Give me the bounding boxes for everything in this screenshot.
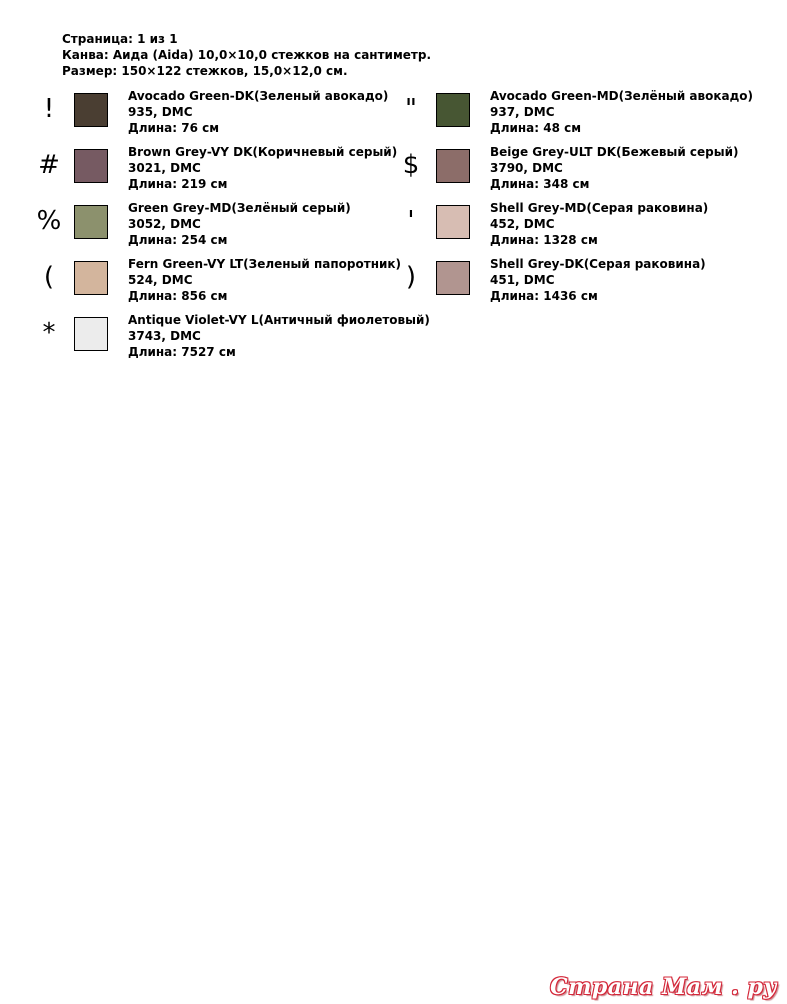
stitch-symbol: *: [42, 318, 56, 348]
thread-name: Beige Grey-ULT DK(Бежевый серый): [490, 145, 739, 159]
stitch-symbol: ": [405, 94, 417, 124]
thread-info: [490, 200, 708, 248]
thread-info: [490, 88, 753, 136]
stitch-symbol: $: [402, 150, 420, 180]
thread-info: [128, 88, 388, 136]
color-swatch: [74, 205, 108, 239]
stitch-symbol: ': [407, 206, 415, 236]
legend-entry: [398, 257, 787, 313]
legend-entry: [36, 257, 426, 313]
legend-entry: [398, 145, 787, 201]
stitch-symbol: #: [38, 150, 60, 180]
stitch-symbol: (: [43, 262, 55, 292]
thread-code: 937, DMC: [490, 105, 555, 119]
legend-entry: [36, 89, 426, 145]
thread-info: [128, 312, 430, 360]
page-indicator: Страница: 1 из 1: [62, 32, 178, 46]
color-swatch: [74, 93, 108, 127]
color-swatch: [74, 317, 108, 351]
thread-name: Antique Violet-VY L(Античный фиолетовый): [128, 313, 430, 327]
thread-name: Avocado Green-DK(Зеленый авокадо): [128, 89, 389, 103]
thread-code: 3052, DMC: [128, 217, 201, 231]
thread-info: [490, 144, 739, 192]
color-swatch: [74, 149, 108, 183]
thread-info: [128, 200, 351, 248]
color-swatch: [74, 261, 108, 295]
thread-length: Длина: 856 см: [128, 289, 228, 303]
stitch-symbol: !: [43, 94, 55, 124]
thread-code: 3790, DMC: [490, 161, 563, 175]
thread-name: Green Grey-MD(Зелёный серый): [128, 201, 351, 215]
thread-code: 3021, DMC: [128, 161, 201, 175]
thread-length: Длина: 254 см: [128, 233, 228, 247]
thread-length: Длина: 1328 см: [490, 233, 598, 247]
site-watermark: Страна Мам . ру: [550, 974, 777, 1000]
thread-name: Shell Grey-MD(Серая раковина): [490, 201, 709, 215]
thread-name: Fern Green-VY LT(Зеленый папоротник): [128, 257, 402, 271]
color-swatch: [436, 261, 470, 295]
thread-length: Длина: 348 см: [490, 177, 590, 191]
thread-length: Длина: 1436 см: [490, 289, 598, 303]
thread-code: 451, DMC: [490, 273, 555, 287]
thread-code: 524, DMC: [128, 273, 193, 287]
thread-info: [128, 144, 397, 192]
thread-length: Длина: 219 см: [128, 177, 228, 191]
legend-entry: [398, 89, 787, 145]
thread-name: Brown Grey-VY DK(Коричневый серый): [128, 145, 398, 159]
thread-name: Avocado Green-MD(Зелёный авокадо): [490, 89, 754, 103]
thread-name: Shell Grey-DK(Серая раковина): [490, 257, 706, 271]
thread-info: [490, 256, 706, 304]
thread-code: 935, DMC: [128, 105, 193, 119]
size-info: Размер: 150×122 стежков, 15,0×12,0 см.: [62, 64, 348, 78]
stitch-symbol: ): [405, 262, 417, 292]
thread-length: Длина: 76 см: [128, 121, 220, 135]
color-swatch: [436, 93, 470, 127]
thread-info: [128, 256, 401, 304]
canvas-info: Канва: Аида (Aida) 10,0×10,0 стежков на сантиметр.: [62, 48, 431, 62]
thread-code: 452, DMC: [490, 217, 555, 231]
thread-length: Длина: 48 см: [490, 121, 582, 135]
legend-entry: [36, 201, 426, 257]
legend-entry: [398, 201, 787, 257]
legend-entry: [36, 313, 430, 369]
thread-length: Длина: 7527 см: [128, 345, 236, 359]
color-swatch: [436, 149, 470, 183]
stitch-symbol: %: [36, 206, 62, 236]
thread-code: 3743, DMC: [128, 329, 201, 343]
legend-entry: [36, 145, 426, 201]
thread-legend: [0, 0, 787, 380]
color-swatch: [436, 205, 470, 239]
